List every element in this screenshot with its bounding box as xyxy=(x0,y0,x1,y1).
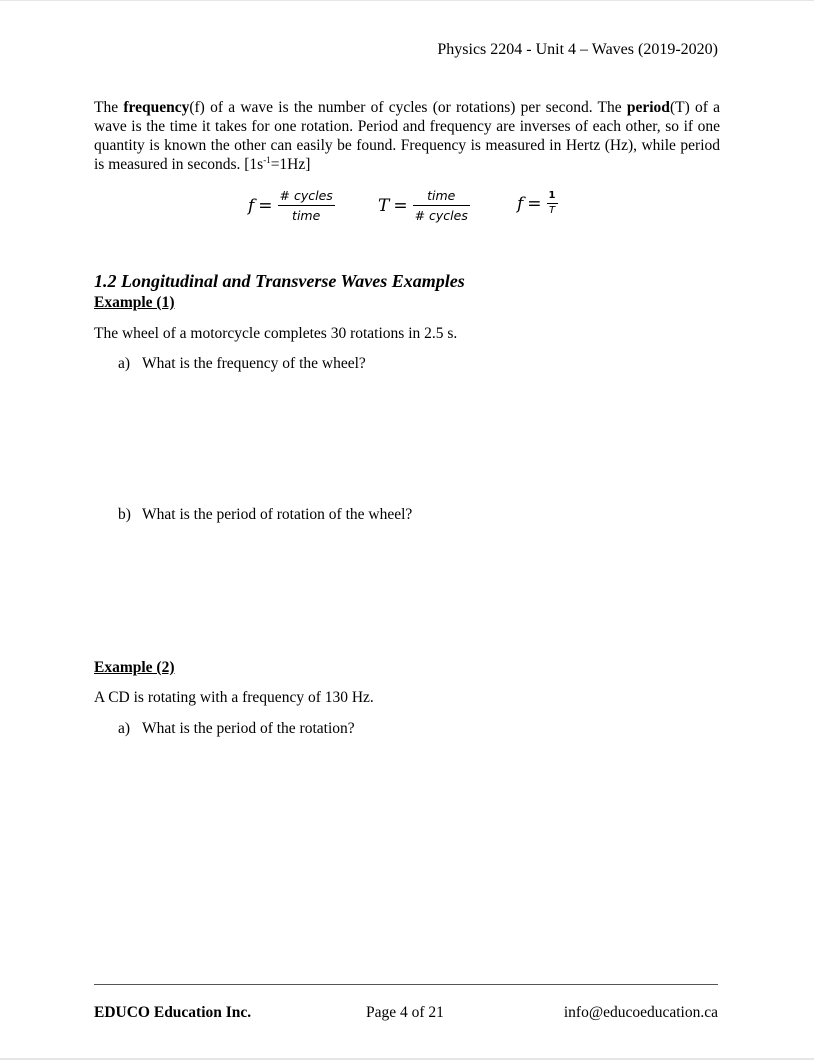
formula-lhs: T xyxy=(378,195,390,216)
intro-text-4: =1Hz] xyxy=(270,156,311,173)
fraction-bar xyxy=(278,205,335,206)
intro-text-3: (T) of a wave is the time it takes for one rotation. Period and frequency are inverses of each other, so if one quantity is known the other can easily be found. Frequency is measured in Hertz (Hz), while period is measured in seconds. [1s xyxy=(94,99,720,173)
example-2-question-a xyxy=(118,720,355,738)
question-label: a) xyxy=(118,355,131,372)
fraction-bar xyxy=(413,205,470,206)
frequency-term: frequency xyxy=(123,99,190,116)
fraction-numerator: # cycles xyxy=(279,188,333,203)
question-label: b) xyxy=(118,506,131,523)
intro-text-1: The xyxy=(94,99,124,116)
formula-period xyxy=(378,188,470,223)
page-top-border xyxy=(0,0,814,1)
formula-fraction xyxy=(547,191,558,216)
formula-equals: = xyxy=(258,195,273,216)
fraction-numerator: 1 xyxy=(548,190,556,201)
footer-email[interactable]: info@educoeducation.ca xyxy=(563,1004,718,1021)
formula-fraction xyxy=(413,188,470,223)
example-1-title: Example (1) xyxy=(94,294,175,311)
example-2-title: Example (2) xyxy=(94,659,175,676)
footer-company: EDUCO Education Inc. xyxy=(94,1004,252,1021)
formula-equals: = xyxy=(527,193,542,214)
formula-fraction xyxy=(278,188,335,223)
formula-lhs: f xyxy=(517,193,524,214)
example-1-question-a xyxy=(118,355,366,373)
question-text: What is the period of rotation of the wheel? xyxy=(142,506,413,523)
intro-text-2: (f) of a wave is the number of cycles (or rotations) per second. The xyxy=(189,99,627,116)
section-title: 1.2 Longitudinal and Transverse Waves Examples xyxy=(94,271,465,291)
example-2-statement: A CD is rotating with a frequency of 130 Hz. xyxy=(94,689,374,706)
fraction-denominator: # cycles xyxy=(414,208,468,223)
formula-frequency xyxy=(248,188,335,223)
footer-divider xyxy=(94,984,718,985)
fraction-bar xyxy=(547,203,558,204)
example-1-question-b xyxy=(118,506,412,524)
formula-inverse xyxy=(517,191,558,216)
intro-paragraph xyxy=(94,98,720,174)
formula-equals: = xyxy=(393,195,408,216)
period-term: period xyxy=(626,99,670,116)
fraction-numerator: time xyxy=(427,188,456,203)
example-1-statement: The wheel of a motorcycle completes 30 rotations in 2.5 s. xyxy=(94,325,458,342)
question-label: a) xyxy=(118,720,131,737)
footer-page-number: Page 4 of 21 xyxy=(366,1004,444,1021)
formula-lhs: f xyxy=(248,195,255,216)
question-text: What is the period of the rotation? xyxy=(142,720,355,737)
fraction-denominator: time xyxy=(292,208,321,223)
question-text: What is the frequency of the wheel? xyxy=(142,355,366,372)
intro-superscript: -1 xyxy=(263,154,271,165)
fraction-denominator: T xyxy=(548,205,556,216)
page-header: Physics 2204 - Unit 4 – Waves (2019-2020) xyxy=(437,41,718,58)
